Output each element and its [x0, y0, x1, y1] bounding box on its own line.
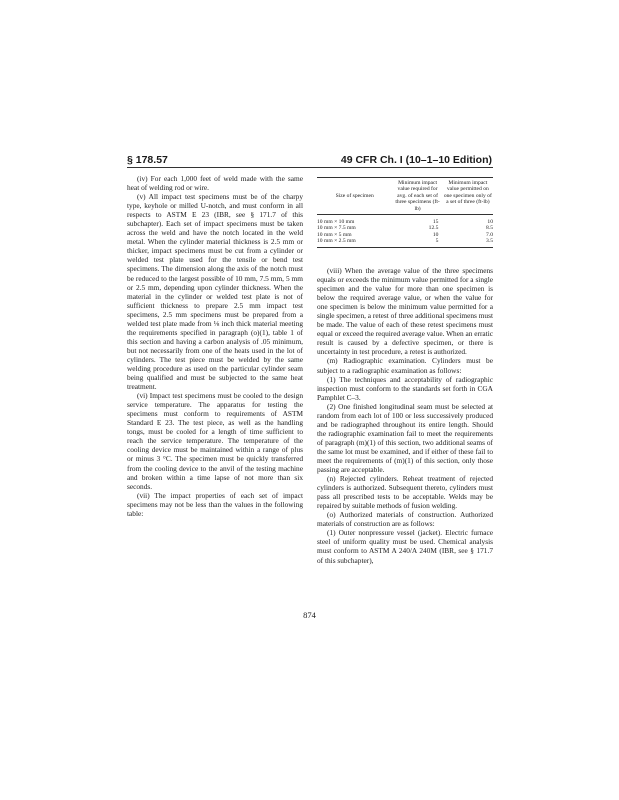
paragraph: (m) Radiographic examination. Cylinders must be subject to a radiographic examination as follows: [317, 356, 493, 375]
right-column [317, 266, 493, 565]
paragraph: (vi) Impact test specimens must be cooled to the design service temperature. The apparatus for testing the specimens must conform to requirements of ASTM Standard E 23. The test piece, as well as the handling tongs, must be cooled for a length of time sufficient to reach the service temperature. The temperature of the cooling device must be maintained within a range of plus or minus 3 °C. The specimen must be quickly transferred from the cooling device to the anvil of the testing machine and broken within a time lapse of not more than six seconds. [127, 391, 303, 491]
table-header-average: Minimum impact value required for avg. of each set of three specimens (ft-lb) [395, 180, 440, 212]
table-header-single: Minimum impact value permitted on one specimen only of a set of three (ft-lb) [443, 180, 492, 206]
cell-size: 10 mm × 7.5 mm [317, 225, 356, 232]
cell-single: 3.5 [486, 238, 494, 245]
table-header [317, 177, 493, 215]
paragraph: (1) Outer nonpressure vessel (jacket). Electric furnace steel of uniform quality must be used. Chemical analysis must conform to ASTM A 240/A 240M (IBR, see § 171.7 of this subchapter), [317, 528, 493, 565]
cell-average: 12.5 [428, 225, 439, 232]
cell-size: 10 mm × 2.5 mm [317, 238, 356, 245]
paragraph: (vii) The impact properties of each set of impact specimens may not be less than the values in the following table: [127, 490, 303, 518]
table-row [317, 238, 493, 244]
cell-average: 15 [432, 219, 439, 226]
left-column [127, 174, 303, 518]
cell-average: 10 [432, 231, 439, 238]
table-header-size: Size of specimen [335, 192, 374, 199]
cfr-citation-header: 49 CFR Ch. I (10–1–10 Edition) [340, 154, 492, 166]
cell-single: 7.0 [486, 231, 494, 238]
cell-single: 10 [487, 219, 494, 226]
cell-size: 10 mm × 10 mm [317, 219, 355, 226]
paragraph: (o) Authorized materials of construction. Authorized materials of construction are as follows: [317, 510, 493, 529]
paragraph: (iv) For each 1,000 feet of weld made with the same heat of welding rod or wire. [127, 174, 303, 193]
page-number: 874 [303, 610, 316, 620]
paragraph: (n) Rejected cylinders. Reheat treatment of rejected cylinders is authorized. Subsequent thereto, cylinders must pass all prescribed tests to be acceptable. Welds may be repaired by suitable methods of fusion welding. [317, 474, 493, 511]
section-header: § 178.57 [127, 154, 168, 166]
paragraph: (2) One finished longitudinal seam must be selected at random from each lot of 100 or less successively produced and be radiographed throughout its entire length. Should the radiographic examination fail to meet the requirements of paragraph (m)(1) of this section, two additional seams of the same lot must be examined, and if either of these fail to meet the requirements of (m)(1) of this section, only those passing are acceptable. [317, 401, 493, 475]
impact-value-table [317, 177, 493, 248]
paragraph: (viii) When the average value of the three specimens equals or exceeds the minimum value permitted for a single specimen and the value for more than one specimen is below the required average value, or when the value for one specimen is below the minimum value permitted for a single specimen, a retest of three additional specimens must be made. The value of each of these retest specimens must equal or exceed the required average value. When an erratic result is caused by a defective specimen, or there is uncertainty in test procedure, a retest is authorized. [317, 266, 494, 357]
cell-single: 8.5 [486, 225, 494, 232]
paragraph: (v) All impact test specimens must be of the charpy type, keyhole or milled U-notch, and must conform in all respects to ASTM E 23 (IBR, see § 171.7 of this subchapter). Each set of impact specimens must be taken across the weld and have the notch located in the weld metal. When the cylinder material thickness is 2.5 mm or thicker, impact specimens must be cut from a cylinder or welded test plate used for the tensile or bend test specimens. The dimension along the axis of the notch must be reduced to the largest possible of 10 mm, 7.5 mm, 5 mm or 2.5 mm, depending upon cylinder thickness. When the material in the cylinder or welded test plate is not of sufficient thickness to prepare 2.5 mm impact test specimens, 2.5 mm specimens must be prepared from a welded test plate made from ⅛ inch thick material meeting the requirements specified in paragraph (o)(1), table 1 of this section and having a carbon analysis of .05 minimum, but not necessarily from one of the heats used in the lot of cylinders. The test piece must be welded by the same welding procedure as used on the particular cylinder seam being qualified and must be subjected to the same heat treatment. [127, 192, 303, 392]
header-rule [127, 167, 493, 168]
paragraph: (1) The techniques and acceptability of radiographic inspection must conform to the standards set forth in CGA Pamphlet C–3. [317, 374, 493, 402]
cell-size: 10 mm × 5 mm [317, 231, 352, 238]
cell-average: 5 [435, 238, 439, 245]
